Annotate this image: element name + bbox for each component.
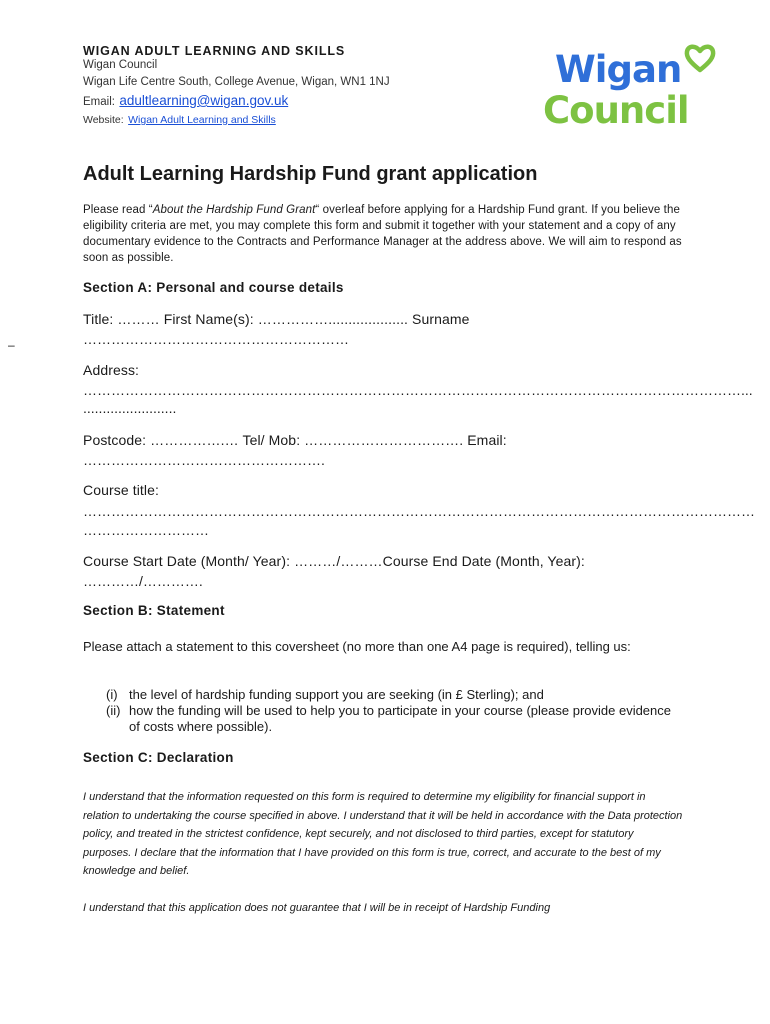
website-label: Website:	[83, 114, 124, 126]
intro-paragraph	[83, 202, 688, 266]
surname-field-line[interactable]: …………………………………………………	[83, 331, 349, 347]
list-item: the level of hardship funding support you are seeking (in £ Sterling); and	[129, 687, 544, 702]
council-name: Wigan Council	[83, 59, 158, 71]
wigan-council-logo	[540, 42, 720, 130]
list-item-marker: (i)	[106, 687, 118, 702]
intro-emphasis: About the Hardship Fund Grant	[152, 204, 316, 216]
course-title-field-line-1[interactable]: ………………………………………………………………………………………………………………………………	[83, 503, 755, 519]
logo-line-wigan: Wigan	[555, 48, 682, 91]
email-label: Email:	[83, 96, 115, 108]
logo-line-council: Council	[543, 89, 689, 132]
course-dates-line[interactable]: Course Start Date (Month/ Year): ………/………Course End Date (Month, Year):	[83, 553, 585, 569]
heart-icon	[684, 43, 716, 73]
section-c-heading: Section C: Declaration	[83, 750, 234, 765]
org-title: WIGAN ADULT LEARNING AND SKILLS	[83, 44, 346, 58]
course-title-label: Course title:	[83, 482, 159, 498]
section-b-heading: Section B: Statement	[83, 603, 225, 618]
website-row	[83, 110, 276, 128]
email-field-line[interactable]: …………………………………………….	[83, 452, 325, 468]
name-field-line[interactable]: Title: ……… First Name(s): …………….................... Surname	[83, 311, 470, 327]
page-title: Adult Learning Hardship Fund grant application	[83, 163, 538, 185]
email-row	[83, 92, 288, 110]
list-item: how the funding will be used to help you to participate in your course (please provide evidence of costs where possible).	[129, 703, 672, 734]
email-link[interactable]: adultlearning@wigan.gov.uk	[119, 93, 289, 108]
declaration-paragraph: I understand that the information requested on this form is required to determine my eligibility for financial support in relation to undertaking the course specified in above. I understand that it will be held in accordance with the Data protection policy, and treated in the strictest confidence, kept securely, and not disclosed to third parties, except for statutory purposes. I declare that the information that I have provided on this form is true, correct, and accurate to the best of my knowledge and belief.	[83, 791, 683, 877]
course-end-date-line[interactable]: …………/………….	[83, 573, 203, 589]
address-label: Address:	[83, 362, 140, 378]
declaration-guarantee-note: I understand that this application does not guarantee that I will be in receipt of Hardship Funding	[83, 902, 551, 914]
postcode-phone-email-line[interactable]: Postcode: …………….… Tel/ Mob: ……………………………. Email:	[83, 432, 507, 448]
website-link[interactable]: Wigan Adult Learning and Skills	[128, 114, 276, 126]
course-title-field-line-2[interactable]: ………………………	[83, 522, 209, 538]
address-field-line-1[interactable]: ……………………………………………………………………………………………………………………………...	[83, 382, 753, 398]
council-address: Wigan Life Centre South, College Avenue, Wigan, WN1 1NJ	[83, 76, 390, 88]
list-item-marker: (ii)	[106, 703, 121, 718]
section-b-intro: Please attach a statement to this coversheet (no more than one A4 page is required), telling us:	[83, 639, 631, 654]
margin-mark: –	[8, 338, 15, 352]
section-a-heading: Section A: Personal and course details	[83, 280, 344, 295]
intro-after: “ overleaf before applying for a Hardship Fund grant. If you believe the eligibility criteria are met, you may complete this form and submit it together with your statement and a copy of any documentary evidence to the Contracts and Performance Manager at the address above. We will aim to respond as soon as possible.	[83, 204, 682, 264]
intro-before: Please read “	[83, 204, 153, 216]
address-field-line-2[interactable]: ........................	[83, 400, 177, 416]
